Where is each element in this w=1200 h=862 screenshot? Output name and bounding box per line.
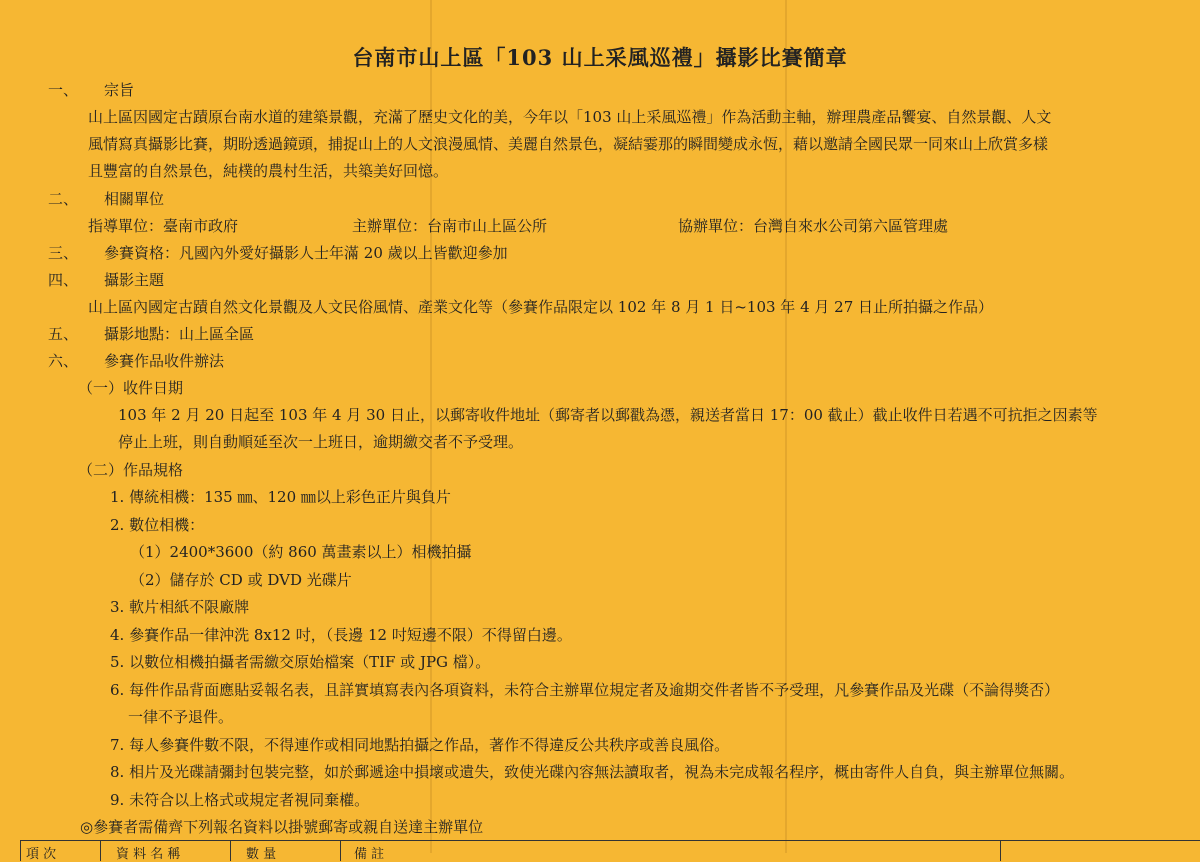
list-item: （2）儲存於 CD 或 DVD 光碟片 <box>130 571 352 589</box>
list-item: 1. 傳統相機：135 ㎜、120 ㎜以上彩色正片與負片 <box>110 488 451 506</box>
list-item: 4. 參賽作品一律沖洗 8x12 吋，（長邊 12 吋短邊不限）不得留白邊。 <box>110 626 572 644</box>
paragraph-line: 103 年 2 月 20 日起至 103 年 4 月 30 日止，以郵寄收件地址（郵寄者以郵戳為憑，親送者當日 17：00 截止）截止收件日若遇不可抗拒之因素等 <box>118 406 1098 424</box>
section-heading: 相關單位 <box>104 190 165 208</box>
subsection-heading: （二）作品規格 <box>78 461 184 479</box>
paragraph-line: 山上區因國定古蹟原台南水道的建築景觀，充滿了歷史文化的美，今年以「103 山上采風巡禮」作為活動主軸，辦理農產品饗宴、自然景觀、人文 <box>88 108 1052 126</box>
list-item: 8. 相片及光碟請彌封包裝完整，如於郵遞途中損壞或遺失，致使光碟內容無法讀取者，視為未完成報名程序，概由寄件人自負，與主辦單位無關。 <box>110 763 1075 781</box>
section-heading: 攝影主題 <box>104 271 165 289</box>
note-line: ◎參賽者需備齊下列報名資料以掛號郵寄或親自送達主辦單位 <box>80 818 484 836</box>
section-number: 四、 <box>48 271 79 289</box>
list-item: 6. 每件作品背面應貼妥報名表，且詳實填寫表內各項資料，未符合主辦單位規定者及逾期交件者皆不予受理，凡參賽作品及光碟（不論得獎否） <box>110 681 1060 699</box>
section-heading: 宗旨 <box>104 81 135 99</box>
section-heading: 攝影地點：山上區全區 <box>104 325 255 343</box>
table-header-cell: 數 量 <box>246 847 277 862</box>
table-header-cell: 資 料 名 稱 <box>116 847 181 862</box>
list-item: 一律不予退件。 <box>128 708 234 726</box>
host-unit: 主辦單位：台南市山上區公所 <box>352 217 548 235</box>
list-item: 2. 數位相機： <box>110 516 205 534</box>
paper-fold-line <box>430 0 432 853</box>
paragraph-line: 且豐富的自然景色，純樸的農村生活，共築美好回憶。 <box>88 162 449 180</box>
section-number: 五、 <box>48 325 79 343</box>
section-number: 二、 <box>48 190 79 208</box>
paragraph-line: 山上區內國定古蹟自然文化景觀及人文民俗風情、產業文化等（參賽作品限定以 102 年 8 月 1 日~103 年 4 月 27 日止所拍攝之作品） <box>88 298 994 316</box>
list-item: （1）2400*3600（約 860 萬畫素以上）相機拍攝 <box>130 543 472 561</box>
paragraph-line: 停止上班，則自動順延至次一上班日，逾期繳交者不予受理。 <box>118 433 524 451</box>
co-organizer-unit: 協辦單位：台灣自來水公司第六區管理處 <box>678 217 949 235</box>
table-column-divider <box>100 841 101 861</box>
section-number: 三、 <box>48 244 79 262</box>
table-column-divider <box>20 841 21 861</box>
list-item: 5. 以數位相機拍攝者需繳交原始檔案（TIF 或 JPG 檔）。 <box>110 653 491 671</box>
table-column-divider <box>340 841 341 861</box>
list-item: 7. 每人參賽件數不限，不得連作或相同地點拍攝之作品，著作不得違反公共秩序或善良風俗。 <box>110 736 730 754</box>
subsection-heading: （一）收件日期 <box>78 379 184 397</box>
section-heading: 參賽資格：凡國內外愛好攝影人士年滿 20 歲以上皆歡迎參加 <box>104 244 508 262</box>
guide-unit: 指導單位：臺南市政府 <box>88 217 239 235</box>
section-number: 六、 <box>48 352 79 370</box>
section-heading: 參賽作品收件辦法 <box>104 352 225 370</box>
paper-fold-line <box>785 0 787 853</box>
document-title: 台南市山上區「103 山上采風巡禮」攝影比賽簡章 <box>352 45 848 70</box>
registration-table <box>20 840 1200 861</box>
table-header-cell: 項 次 <box>26 847 57 862</box>
table-column-divider <box>230 841 231 861</box>
list-item: 9. 未符合以上格式或規定者視同棄權。 <box>110 791 370 809</box>
table-header-cell: 備 註 <box>354 847 385 862</box>
table-column-divider <box>1000 841 1001 861</box>
paragraph-line: 風情寫真攝影比賽，期盼透過鏡頭，捕捉山上的人文浪漫風情、美麗自然景色，凝結霎那的瞬間變成永恆，藉以邀請全國民眾一同來山上欣賞多樣 <box>88 135 1049 153</box>
section-number: 一、 <box>48 81 79 99</box>
list-item: 3. 軟片相紙不限廠牌 <box>110 598 250 616</box>
